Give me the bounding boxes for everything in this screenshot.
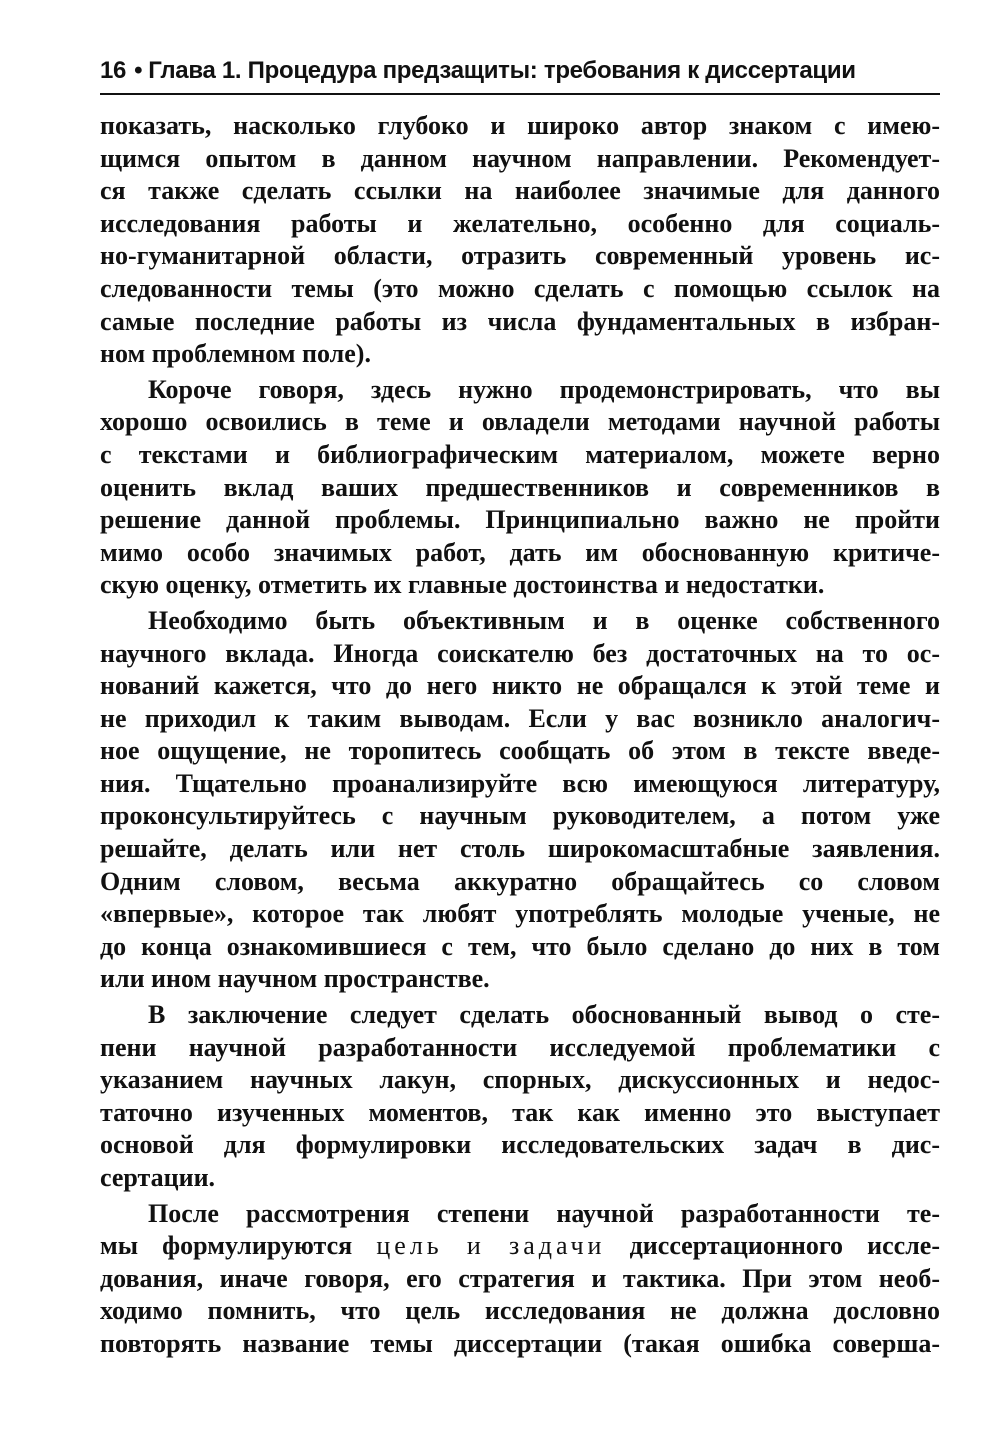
text-line: проконсультируйтесь с научным руководителем, а потом уже — [100, 801, 940, 831]
paragraph-4 — [100, 999, 940, 1195]
text-line: основой для формулировки исследовательских задач в дис- — [100, 1130, 940, 1160]
text-line: пени научной разработанности исследуемой проблематики с — [100, 1032, 940, 1062]
text-line: но-гуманитарной области, отразить современный уровень ис- — [100, 241, 940, 271]
chapter-title: Глава 1. Процедура предзащиты: требования к диссертации — [148, 57, 856, 84]
text-line: решайте, делать или нет столь широкомасштабные заявления. — [100, 834, 940, 864]
text-line: указанием научных лакун, спорных, дискуссионных и недос- — [100, 1065, 940, 1095]
text-line — [100, 1230, 940, 1263]
text-line: дования, иначе говоря, его стратегия и тактика. При этом необ- — [100, 1263, 940, 1293]
text-fragment: диссертационного иссле- — [629, 1231, 940, 1261]
text-line: самые последние работы из числа фундаментальных в избран- — [100, 306, 940, 336]
text-line: научного вклада. Иногда соискателю без достаточных на то ос- — [100, 638, 940, 668]
text-line: скую оценку, отметить их главные достоинства и недостатки. — [100, 570, 825, 600]
text-fragment: мы формулируются — [100, 1231, 353, 1261]
text-line: не приходил к таким выводам. Если у вас возникло аналогич- — [100, 703, 940, 733]
text-line: до конца ознакомившиеся с тем, что было сделано до них в том — [100, 931, 940, 961]
text-line: «впервые», которое так любят употреблять молодые ученые, не — [100, 899, 940, 929]
paragraph-1 — [100, 110, 940, 371]
header-rule — [100, 93, 940, 95]
emphasis-and: и — [466, 1231, 485, 1261]
text-line: ния. Тщательно проанализируйте всю имеющуюся литературу, — [100, 768, 940, 798]
text-line: нований кажется, что до него никто не обращался к этой теме и — [100, 671, 940, 701]
text-line: ходимо помнить, что цель исследования не должна дословно — [100, 1296, 940, 1326]
text-line: ся также сделать ссылки на наиболее значимые для данного — [100, 176, 940, 206]
text-line: Короче говоря, здесь нужно продемонстрировать, что вы — [148, 374, 940, 404]
text-line: с текстами и библиографическим материалом, можете верно — [100, 439, 940, 469]
text-line: исследования работы и желательно, особенно для социаль- — [100, 208, 940, 238]
header-bullet: • — [134, 57, 143, 84]
text-line: повторять название темы диссертации (такая ошибка соверша- — [100, 1328, 940, 1358]
text-line: щимся опытом в данном научном направлении. Рекомендует- — [100, 143, 940, 173]
text-line: таточно изученных моментов, так как именно это выступает — [100, 1097, 940, 1127]
paragraph-2 — [100, 374, 940, 602]
text-line: или ином научном пространстве. — [100, 964, 490, 994]
text-line: сертации. — [100, 1163, 216, 1192]
emphasis-tasks: задачи — [508, 1231, 606, 1261]
text-line: оценить вклад ваших предшественников и современников в — [100, 472, 940, 502]
text-line: мимо особо значимых работ, дать им обоснованную критиче- — [100, 537, 940, 567]
text-line: В заключение следует сделать обоснованный вывод о сте- — [148, 1000, 940, 1030]
text-line: показать, насколько глубоко и широко автор знаком с имею- — [100, 111, 940, 140]
text-line: ное ощущение, не торопитесь сообщать об этом в тексте введе- — [100, 736, 940, 766]
text-line: хорошо освоились в теме и овладели методами научной работы — [100, 407, 940, 437]
running-header — [100, 56, 940, 86]
page-number: 16 — [100, 57, 127, 84]
text-line: решение данной проблемы. Принципиально важно не пройти — [100, 505, 940, 535]
text-line: ном проблемном поле). — [100, 339, 371, 369]
text-line: Одним словом, весьма аккуратно обращайтесь со словом — [100, 866, 940, 896]
emphasis-goal: цель — [376, 1231, 443, 1261]
text-line: После рассмотрения степени научной разработанности те- — [148, 1198, 940, 1228]
paragraph-5 — [100, 1198, 940, 1361]
text-line: следованности темы (это можно сделать с помощью ссылок на — [100, 273, 940, 303]
paragraph-3 — [100, 605, 940, 996]
text-line: Необходимо быть объективным и в оценке собственного — [148, 605, 940, 635]
body-text — [100, 110, 940, 1364]
